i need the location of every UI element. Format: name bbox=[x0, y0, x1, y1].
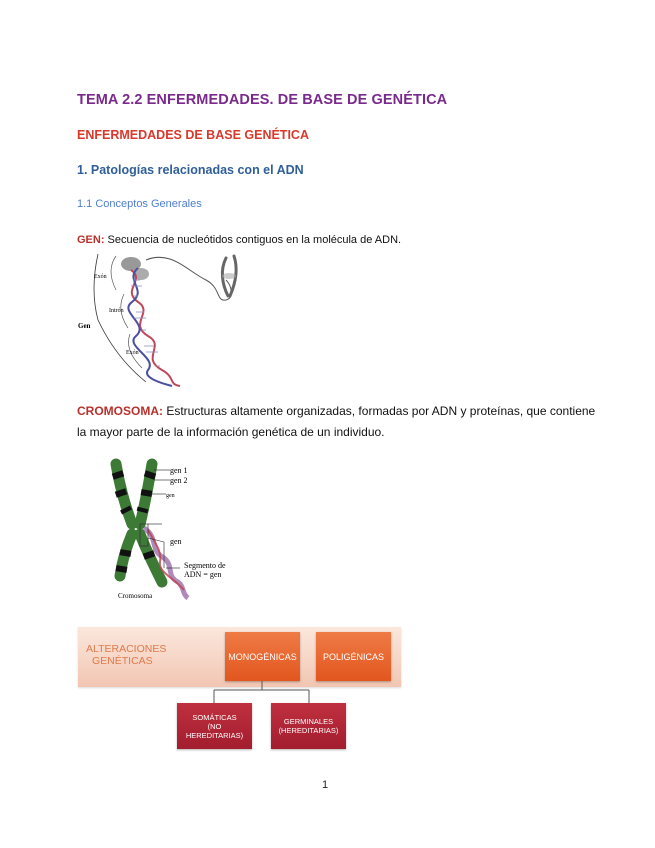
gen-b-label: gen bbox=[170, 537, 182, 546]
section-heading: 1. Patologías relacionadas con el ADN bbox=[77, 163, 304, 177]
gen2-label: gen 2 bbox=[170, 476, 188, 485]
gen-a-label: gen bbox=[166, 493, 175, 499]
poligenicas-label: POLIGÉNICAS bbox=[322, 651, 385, 662]
cromosoma-definition: Estructuras altamente organizadas, formadas por ADN y proteínas, que contiene la mayor parte de la información genética de un individuo. bbox=[77, 404, 596, 439]
somaticas-box bbox=[177, 703, 252, 749]
poligenicas-box bbox=[316, 632, 391, 681]
germinales-line1: GERMINALES bbox=[283, 717, 334, 726]
segmento-label-1: Segmento de bbox=[184, 561, 226, 570]
somaticas-line1: SOMÁTICAS bbox=[192, 712, 237, 722]
cromosoma-label: Cromosoma bbox=[118, 592, 153, 600]
gen-label: Gen bbox=[78, 322, 91, 330]
document-title: TEMA 2.2 ENFERMEDADES. DE BASE DE GENÉTICA bbox=[77, 92, 448, 108]
document-subtitle: ENFERMEDADES DE BASE GENÉTICA bbox=[77, 128, 309, 142]
monogenicas-box bbox=[225, 632, 300, 681]
somaticas-line2: (NO bbox=[207, 721, 222, 731]
exon-top-label: Exón bbox=[94, 274, 107, 280]
page-number: 1 bbox=[322, 779, 329, 791]
chromosome-illustration bbox=[104, 458, 249, 603]
germinales-line2: (HEREDITARIAS) bbox=[278, 726, 339, 735]
alteraciones-label-line2: GENÉTICAS bbox=[92, 655, 153, 667]
alteraciones-label bbox=[86, 643, 186, 667]
segmento-label-2: ADN = gen bbox=[184, 570, 222, 579]
gen-term: GEN: bbox=[77, 234, 105, 246]
intron-label: Intrón bbox=[109, 308, 124, 314]
exon-bottom-label: Exón bbox=[126, 350, 139, 356]
germinales-box bbox=[271, 703, 346, 749]
cromosoma-term: CROMOSOMA: bbox=[77, 404, 163, 418]
subsection-heading: 1.1 Conceptos Generales bbox=[77, 198, 202, 210]
gen-paragraph bbox=[77, 230, 597, 251]
cromosoma-paragraph bbox=[77, 401, 597, 443]
somaticas-line3: HEREDITARIAS) bbox=[185, 730, 244, 740]
monogenicas-label: MONOGÉNICAS bbox=[228, 651, 297, 662]
gene-dna-illustration bbox=[76, 250, 248, 388]
gen-definition: Secuencia de nucleótidos contiguos en la molécula de ADN. bbox=[104, 234, 402, 246]
gen1-label: gen 1 bbox=[170, 466, 188, 475]
alteraciones-label-line1: ALTERACIONES bbox=[86, 643, 167, 655]
